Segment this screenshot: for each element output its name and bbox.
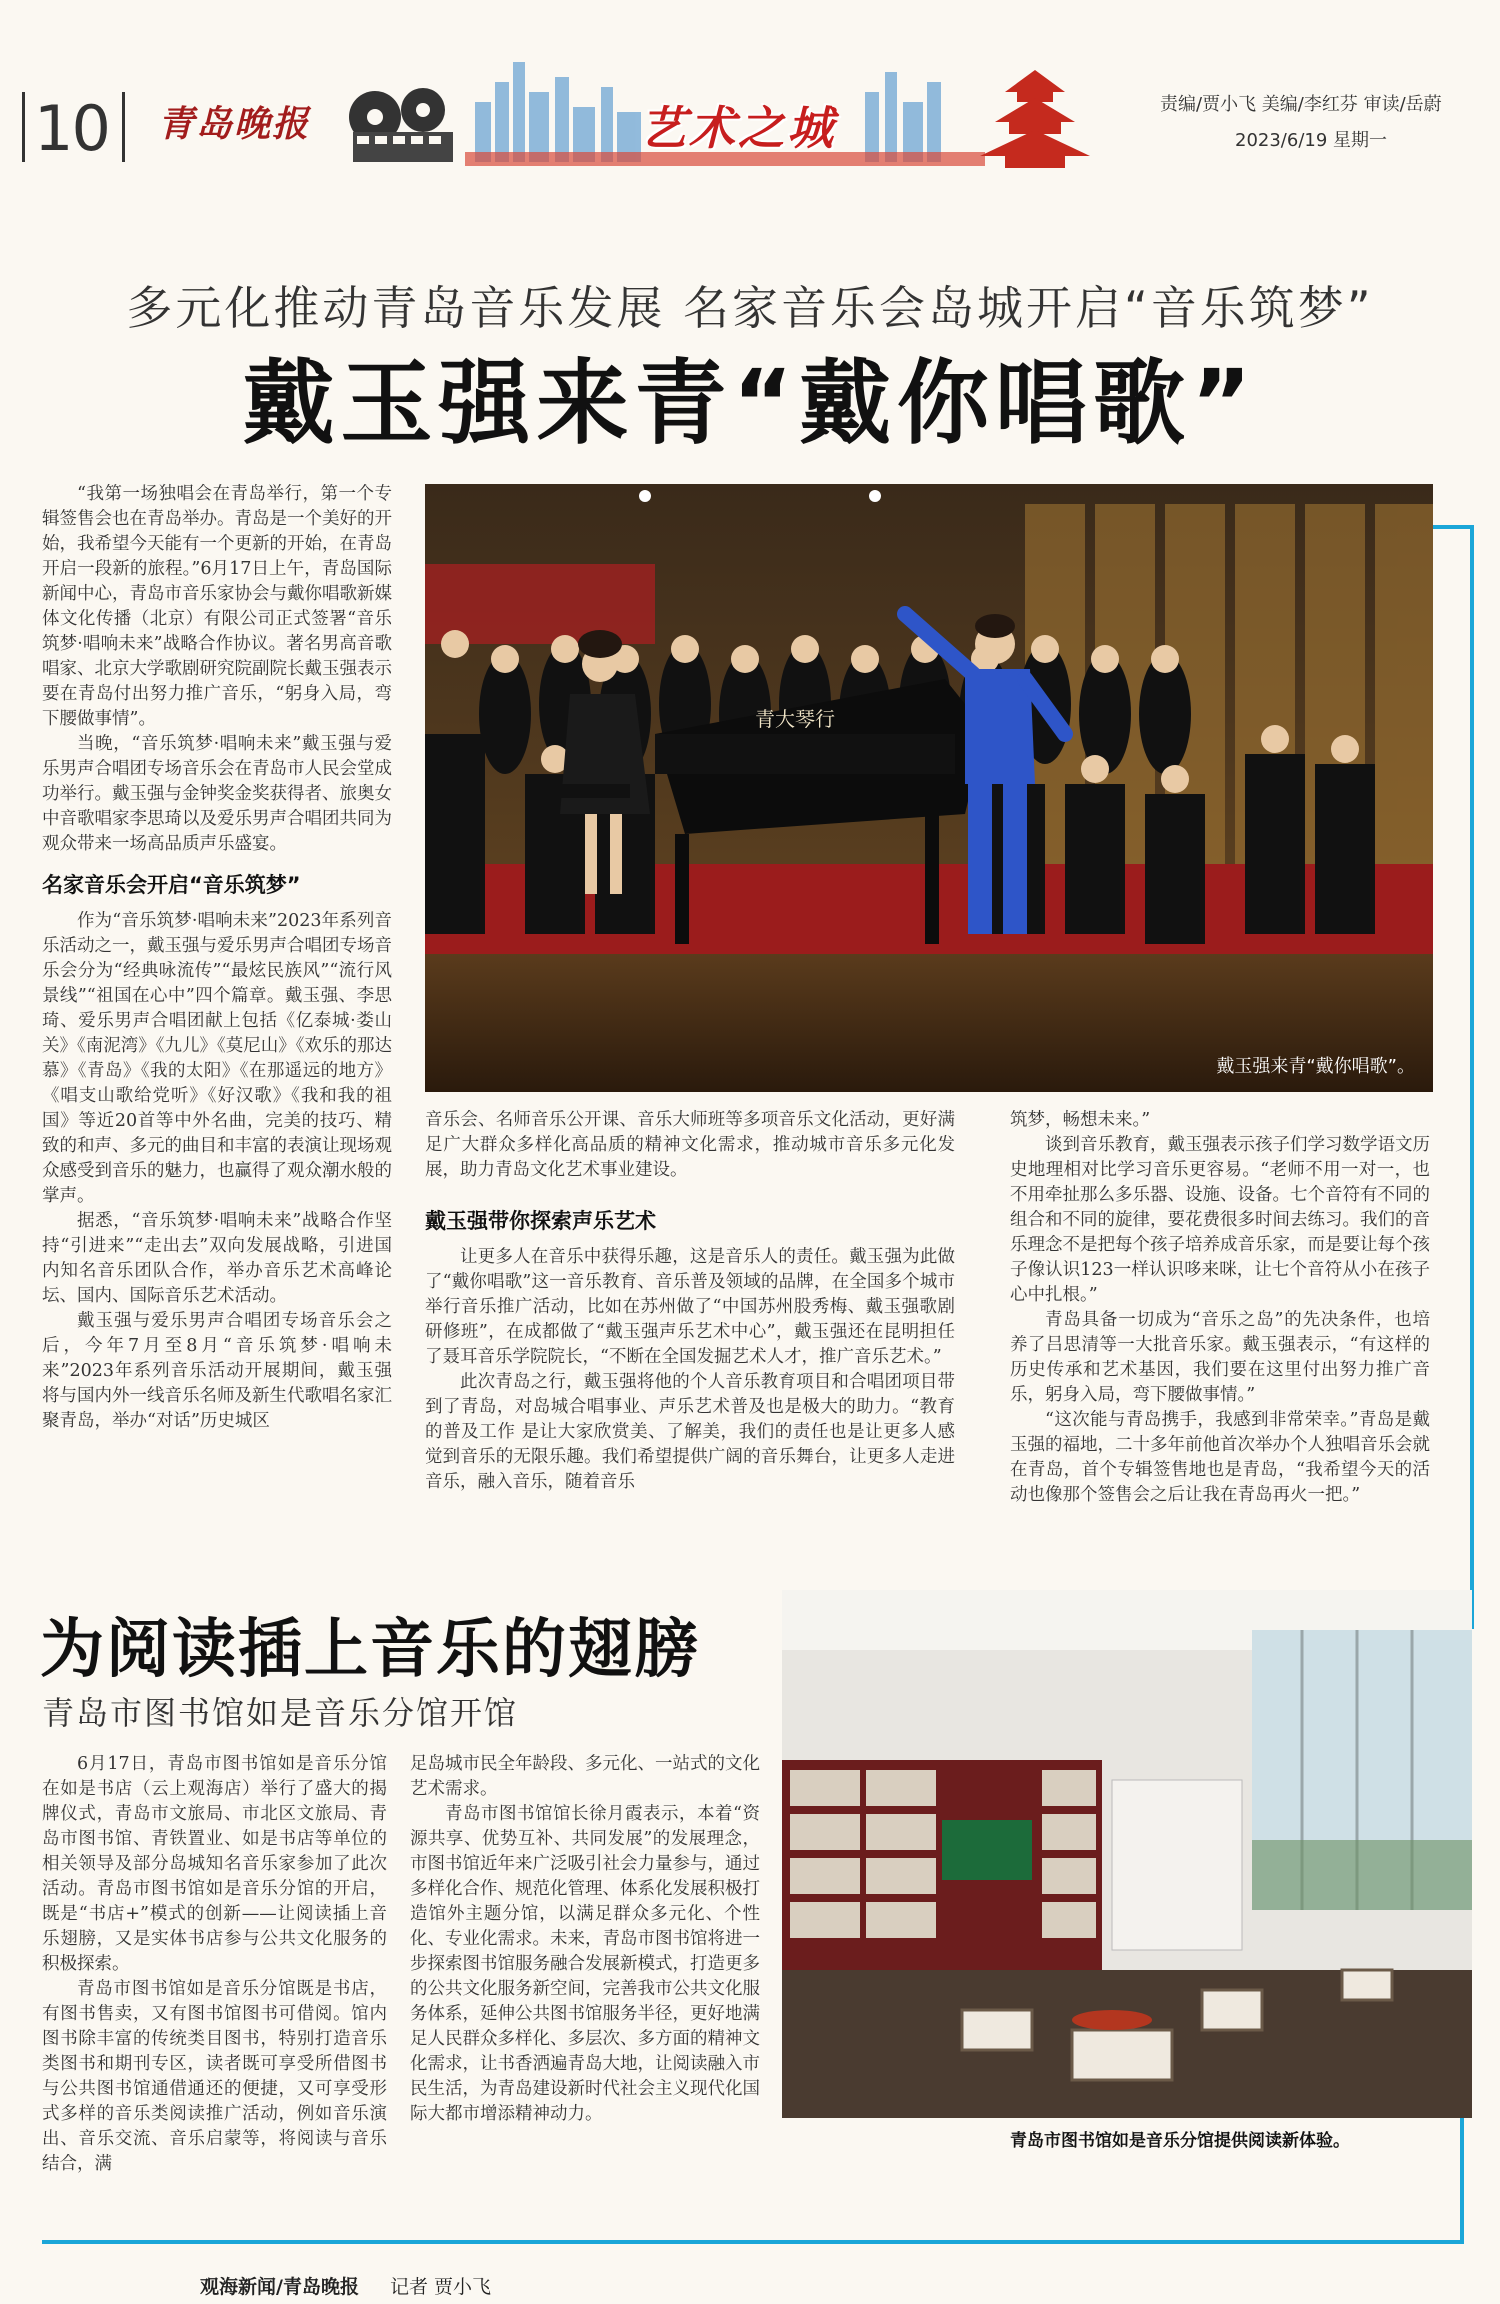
paragraph: 据悉，“音乐筑梦·唱响未来”战略合作坚持“引进来”“走出去”双向发展战略，引进国内知名音乐团队合作，举办音乐艺术高峰论坛、国内、国际音乐艺术活动。 (42, 1211, 392, 1306)
article2-headline: 为阅读插上音乐的翅膀 (40, 1613, 700, 1687)
page-number-rule-left (22, 92, 25, 162)
paragraph: 谈到音乐教育，戴玉强表示孩子们学习数学语文历史地理相对比学习音乐更容易。“老师不用一对一，也不用牵扯那么多乐器、设施、设备。七个音符有不同的组合和不同的旋律，要花费很多时间去练习。我们的音乐理念不是把每个孩子培养成音乐家，而是要让每个孩子像认识123一样认识哆来咪，让七个音符从小在孩子心中扎根。” (1010, 1135, 1430, 1305)
paragraph: 足岛城市民全年龄段、多元化、一站式的文化艺术需求。 (410, 1754, 760, 1799)
paragraph: 6月17日，青岛市图书馆如是音乐分馆在如是书店（云上观海店）举行了盛大的揭牌仪式，青岛市文旅局、市北区文旅局、青岛市图书馆、青铁置业、如是书店等单位的相关领导及部分岛城知名音乐家参加了此次活动。青岛市图书馆如是音乐分馆的开启，既是“书店+”模式的创新——让阅读插上音乐翅膀，又是实体书店参与公共文化服务的积极探索。 (42, 1754, 387, 1974)
film-camera-icon (349, 88, 453, 162)
article1-headline: 戴玉强来青“戴你唱歌” (242, 350, 1258, 457)
paragraph: “我第一场独唱会在青岛举行，第一个专辑签售会也在青岛举办。青岛是一个美好的开始，我希望今天能有一个更新的开始，在青岛开启一段新的旅程。”6月17日上午，青岛国际新闻中心，青岛市音乐家协会与戴你唱歌新媒体文化传播（北京）有限公司正式签署“音乐筑梦·唱响未来”战略合作协议。著名男高音歌唱家、北京大学歌剧研究院副院长戴玉强表示要在青岛付出努力推广音乐，“躬身入局，弯下腰做事情”。 (42, 484, 392, 729)
page-number-rule-right (122, 92, 125, 162)
piano-brand-label: 青大琴行 (755, 707, 835, 731)
byline-reporter: 记者 贾小飞 (390, 2276, 492, 2298)
article1-column-2 (425, 1108, 955, 1495)
article1-column-1 (42, 482, 392, 1434)
paragraph: 青岛市图书馆如是音乐分馆既是书店，有图书售卖，又有图书馆图书可借阅。馆内图书除丰富的传统类目图书，特别打造音乐类图书和期刊专区，读者既可享受所借图书与公共图书馆通借通还的便捷，又可享受形式多样的音乐类阅读推广活动，例如音乐演出、音乐交流、音乐启蒙等，将阅读与音乐结合，满 (42, 1979, 387, 2174)
photo-caption: 青岛市图书馆如是音乐分馆提供阅读新体验。 (1010, 2131, 1350, 2151)
article1-column-3 (1010, 1108, 1430, 1508)
paragraph: 让更多人在音乐中获得乐趣，这是音乐人的责任。戴玉强为此做了“戴你唱歌”这一音乐教育、音乐普及领域的品牌，在全国多个城市举行音乐推广活动，比如在苏州做了“中国苏州股秀梅、戴玉强歌剧研修班”，在成都做了“戴玉强声乐艺术中心”，戴玉强还在昆明担任了聂耳音乐学院院长，“不断在全国发掘艺术人才，推广音乐艺术。” (425, 1247, 955, 1367)
section-heading: 名家音乐会开启“音乐筑梦” (42, 873, 301, 897)
paragraph: 此次青岛之行，戴玉强将他的个人音乐教育项目和合唱团项目带到了青岛，对岛城合唱事业、声乐艺术普及也是极大的助力。“教育的普及工作 是让大家欣赏美、了解美，我们的责任也是让更多人感觉到音乐的无限乐趣。我们希望提供广阔的音乐舞台，让更多人走进音乐，融入音乐，随着音乐 (425, 1372, 955, 1492)
paragraph: “这次能与青岛携手，我感到非常荣幸。”青岛是戴玉强的福地，二十多年前他首次举办个人独唱音乐会就在青岛，首个专辑签售地也是青岛，“我希望今天的活动也像那个签售会之后让我在青岛再火一把。” (1010, 1410, 1430, 1505)
paragraph: 筑梦，畅想未来。” (1010, 1110, 1151, 1130)
paragraph: 当晚，“音乐筑梦·唱响未来”戴玉强与爱乐男声合唱团专场音乐会在青岛市人民会堂成功举行。戴玉强与金钟奖金奖获得者、旅奥女中音歌唱家李思琦以及爱乐男声合唱团共同为观众带来一场高品质声乐盛宴。 (42, 734, 392, 854)
article2-subheadline: 青岛市图书馆如是音乐分馆开馆 (42, 1694, 519, 1732)
paragraph: 音乐会、名师音乐公开课、音乐大师班等多项音乐文化活动，更好满足广大群众多样化高品质的精神文化需求，推动城市音乐多元化发展，助力青岛文化艺术事业建设。 (425, 1110, 955, 1180)
concert-photo (425, 484, 1433, 1092)
article1-subheadline: 多元化推动青岛音乐发展 名家音乐会岛城开启“音乐筑梦” (126, 281, 1374, 335)
paragraph: 青岛具备一切成为“音乐之岛”的先决条件，也培养了吕思清等一大批音乐家。戴玉强表示，“有这样的历史传承和艺术基因，我们要在这里付出努力推广音乐，躬身入局，弯下腰做事情。” (1010, 1310, 1430, 1405)
byline-source: 观海新闻/青岛晚报 (200, 2276, 359, 2298)
photo-caption: 戴玉强来青“戴你唱歌”。 (1216, 1056, 1415, 1077)
article2-column-2 (410, 1752, 760, 2127)
paragraph: 戴玉强与爱乐男声合唱团专场音乐会之后，今年7月至8月“音乐筑梦·唱响未来”2023年系列音乐活动开展期间，戴玉强将与国内外一线音乐名师及新生代歌唱名家汇聚青岛，举办“对话”历史城区 (42, 1311, 392, 1431)
paper-name: 青岛晚报 (158, 103, 311, 145)
paragraph: 作为“音乐筑梦·唱响未来”2023年系列音乐活动之一，戴玉强与爱乐男声合唱团专场音乐会分为“经典咏流传”“最炫民族风”“流行风景线”“祖国在心中”四个篇章。戴玉强、李思琦、爱乐男声合唱团献上包括《亿泰城·娄山关》《南泥湾》《九儿》《莫尼山》《欢乐的那达慕》《青岛》《我的太阳》《在那遥远的地方》《唱支山歌给党听》《好汉歌》《我和我的祖国》等近20首等中外名曲，完美的技巧、精致的和声、多元的曲目和丰富的表演让现场观众感受到音乐的魅力，也赢得了观众潮水般的掌声。 (42, 911, 392, 1206)
publication-date: 2023/6/19 星期一 (1235, 130, 1388, 151)
paragraph: 青岛市图书馆馆长徐月霞表示，本着“资源共享、优势互补、共同发展”的发展理念，市图书馆近年来广泛吸引社会力量参与，通过多样化合作、规范化管理、体系化发展积极打造馆外主题分馆，以满足群众多元化、个性化、专业化需求。未来，青岛市图书馆将进一步探索图书馆服务融合发展新模式，打造更多的公共文化服务新空间，完善我市公共文化服务体系，延伸公共图书馆服务半径，更好地满足人民群众多样化、多层次、多方面的精神文化需求，让书香洒遍青岛大地，让阅读融入市民生活，为青岛建设新时代社会主义现代化国际大都市增添精神动力。 (410, 1804, 760, 2124)
section-heading: 戴玉强带你探索声乐艺术 (425, 1209, 656, 1233)
article2-column-1 (42, 1752, 387, 2177)
library-photo (782, 1590, 1472, 2118)
editor-credits: 责编/贾小飞 美编/李红芬 审读/岳蔚 (1160, 94, 1442, 115)
zhanqiao-pavilion-icon (980, 70, 1090, 168)
section-title: 艺术之城 (640, 101, 836, 155)
page-number: 10 (34, 92, 109, 165)
